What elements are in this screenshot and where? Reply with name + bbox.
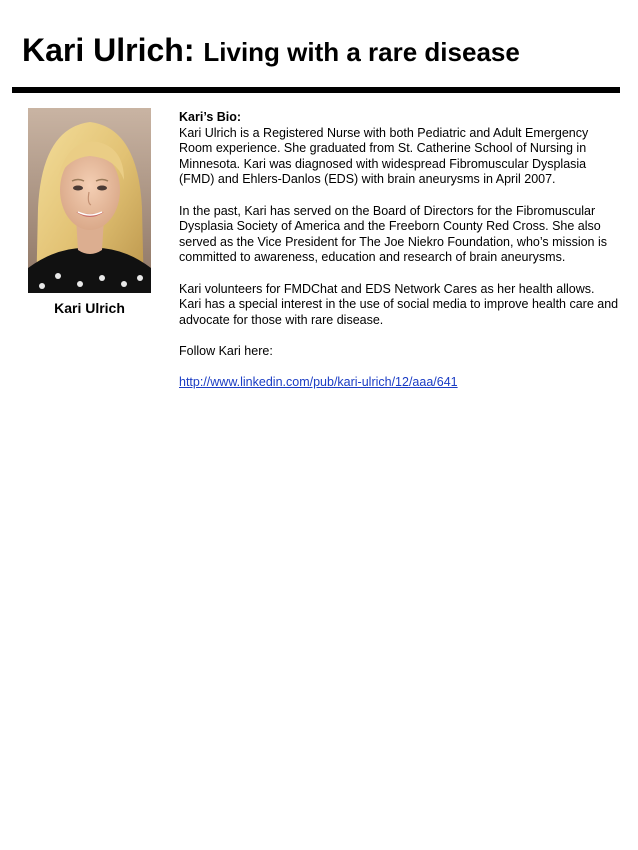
page-title: [22, 34, 520, 66]
title-divider: [12, 87, 620, 93]
bio-heading: Kari’s Bio:: [179, 110, 242, 124]
title-subtitle: Living with a rare disease: [203, 37, 520, 67]
bio-paragraph-3: Kari volunteers for FMDChat and EDS Network Cares as her health allows. Kari has a special interest in the use of social media to improve health care and advocate for those with rare disease.: [179, 281, 619, 327]
title-name: Kari Ulrich:: [22, 32, 195, 68]
bio-paragraph-2: In the past, Kari has served on the Board of Directors for the Fibromuscular Dysplasia Society of America and the Freeborn County Red Cross. She also served as the Vice President for The Joe Niekro Foundation, who’s mission is committed to awareness, education and research of brain aneurysms.: [179, 203, 607, 265]
photo-caption: Kari Ulrich: [54, 300, 125, 316]
linkedin-link[interactable]: http://www.linkedin.com/pub/kari-ulrich/12/aaa/641: [179, 375, 458, 390]
profile-photo: [28, 108, 151, 293]
bio-section: [179, 110, 619, 406]
portrait-image: [28, 108, 151, 293]
follow-text: Follow Kari here:: [179, 343, 273, 358]
linkedin-link-wrapper: [179, 375, 619, 391]
bio-paragraph-1: Kari Ulrich is a Registered Nurse with both Pediatric and Adult Emergency Room experience. She graduated from St. Catherine School of Nursing in Minnesota. Kari was diagnosed with widespread Fibromuscular Dysplasia (FMD) and Ehlers-Danlos (EDS) with brain aneurysms in April 2007.: [179, 125, 589, 187]
